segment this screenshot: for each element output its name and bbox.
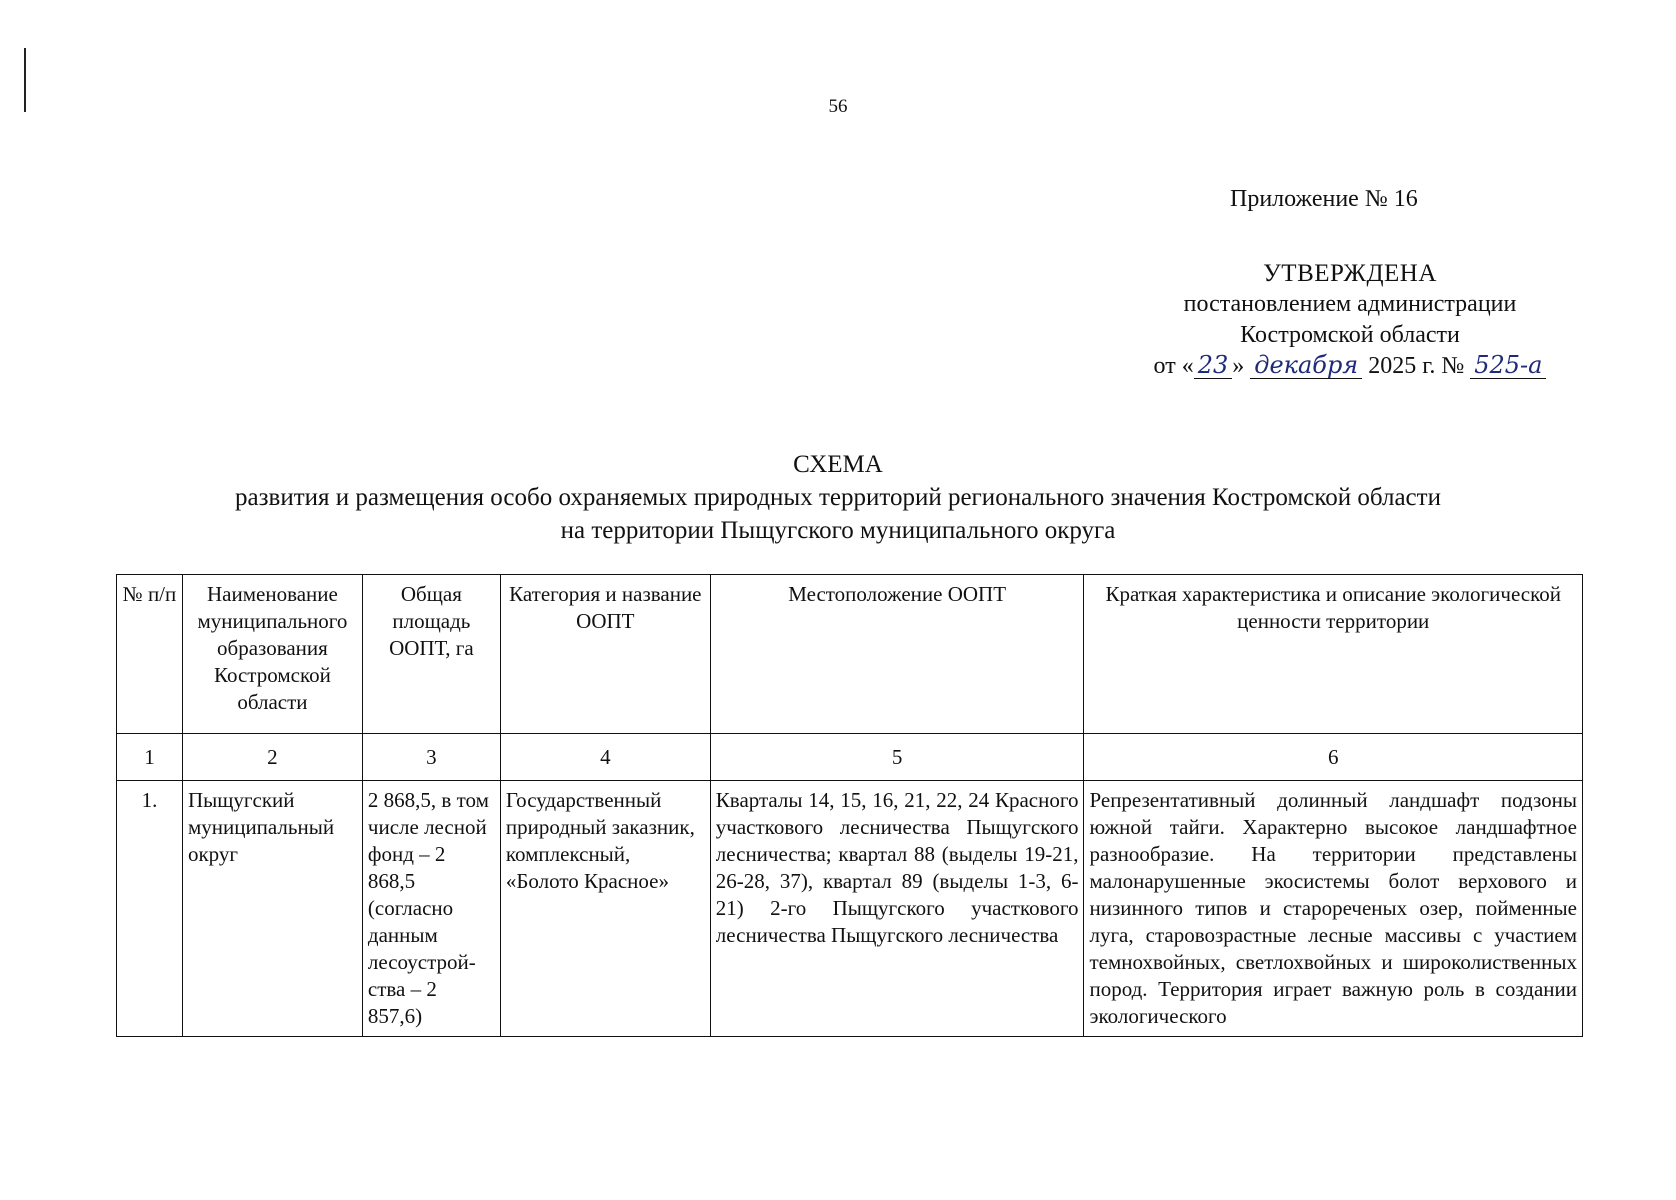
column-number: 2	[182, 734, 362, 781]
date-month-handwritten: декабря	[1250, 352, 1362, 379]
document-number-handwritten: 525-а	[1470, 352, 1546, 379]
column-number-row	[117, 734, 1583, 781]
header-description: Краткая характеристика и описание экологической ценности территории	[1084, 575, 1583, 734]
header-category: Категория и название ООПТ	[500, 575, 710, 734]
cell-area: 2 868,5, в том числе лесной фонд – 2 868,5 (согласно данным лесоустрой-ства – 2 857,6)	[362, 781, 500, 1037]
column-number: 1	[117, 734, 183, 781]
scheme-table	[116, 574, 1583, 1037]
approval-line-2: Костромской области	[1240, 322, 1460, 348]
page-number: 56	[828, 96, 848, 117]
title-heading: СХЕМА	[793, 451, 883, 478]
column-number: 6	[1084, 734, 1583, 781]
cell-description: Репрезентативный долинный ландшафт подзоны южной тайги. Характерно высокое ландшафтное разнообразие. На территории представлены малонарушенные экосистемы болот верхового и низинного типов и старореченых озер, пойменные луга, старовозрастные лесные массивы с участием темнохвойных, светлохвойных и широколиственных пород. Территория играет важную роль в создании экологического	[1084, 781, 1583, 1037]
header-municipality: Наименование муниципального образования Костромской области	[182, 575, 362, 734]
table-header-row	[117, 575, 1583, 734]
table-row	[117, 781, 1583, 1037]
cell-category: Государственный природный заказник, комплексный, «Болото Красное»	[500, 781, 710, 1037]
approval-line-1: постановлением администрации	[1183, 291, 1517, 317]
cell-municipality: Пыщугский муниципальный округ	[182, 781, 362, 1037]
column-number: 4	[500, 734, 710, 781]
approval-date	[1100, 351, 1600, 382]
approved-stamp-text: УТВЕРЖДЕНА	[1263, 260, 1437, 287]
approval-block	[1100, 258, 1600, 382]
header-area: Общая площадь ООПТ, га	[362, 575, 500, 734]
date-prefix: от «	[1153, 353, 1194, 379]
column-number: 5	[710, 734, 1084, 781]
column-number: 3	[362, 734, 500, 781]
title-line-1: развития и размещения особо охраняемых природных территорий регионального значения Костромской области	[235, 484, 1441, 511]
document-title	[0, 448, 1676, 547]
header-no: № п/п	[117, 575, 183, 734]
appendix-label: Приложение № 16	[1230, 186, 1418, 212]
date-day-handwritten: 23	[1194, 352, 1233, 379]
date-year: 2025 г. №	[1368, 353, 1465, 379]
cell-no: 1.	[117, 781, 183, 1037]
date-mid: »	[1232, 353, 1245, 379]
title-line-2: на территории Пыщугского муниципального округа	[560, 517, 1116, 544]
cell-location: Кварталы 14, 15, 16, 21, 22, 24 Красного участкового лесничества Пыщугского лесничества; квартал 88 (выделы 19-21, 26-28, 37), квартал 89 (выделы 1-3, 6-21) 2-го Пыщугского участкового лесничества Пыщугского лесничества	[710, 781, 1084, 1037]
header-location: Местоположение ООПТ	[710, 575, 1084, 734]
